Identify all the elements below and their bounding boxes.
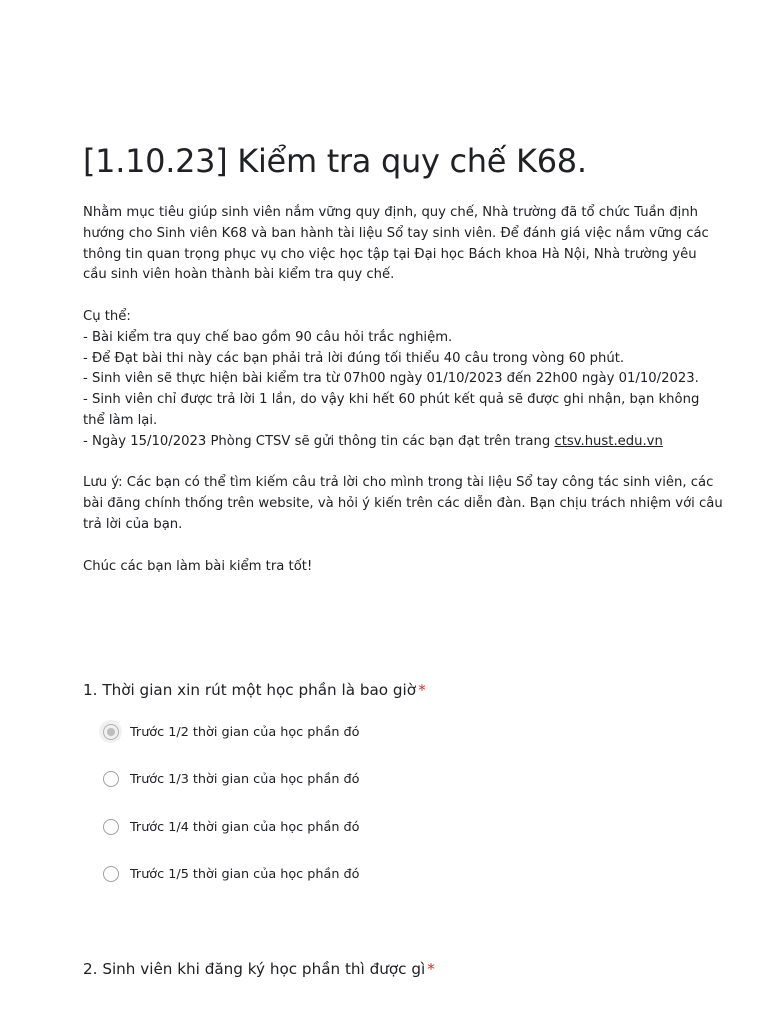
description-detail-5-text: - Ngày 15/10/2023 Phòng CTSV sẽ gửi thông tin các bạn đạt trên trang <box>83 433 555 449</box>
question-2-text: 2. Sinh viên khi đăng ký học phần thì được gì <box>83 960 426 978</box>
question-1-option-4[interactable] <box>103 863 360 885</box>
description-detail-1: - Bài kiểm tra quy chế bao gồm 90 câu hỏi trắc nghiệm. <box>83 329 453 345</box>
question-1-text: 1. Thời gian xin rút một học phần là bao giờ <box>83 681 417 699</box>
radio-button[interactable] <box>103 771 119 787</box>
required-mark: * <box>427 960 435 978</box>
radio-button[interactable] <box>103 866 119 882</box>
description-closing: Chúc các bạn làm bài kiểm tra tốt! <box>83 558 313 574</box>
ctsv-link[interactable]: ctsv.hust.edu.vn <box>554 433 663 449</box>
description-detail-4: - Sinh viên chỉ được trả lời 1 lần, do vậy khi hết 60 phút kết quả sẽ được ghi nhận, bạn không thể làm lại. <box>83 392 700 428</box>
radio-button[interactable] <box>103 819 119 835</box>
option-label: Trước 1/3 thời gian của học phần đó <box>130 771 360 787</box>
option-label: Trước 1/2 thời gian của học phần đó <box>130 724 360 740</box>
form-title: [1.10.23] Kiểm tra quy chế K68. <box>83 142 587 180</box>
description-intro: Nhằm mục tiêu giúp sinh viên nắm vững quy định, quy chế, Nhà trường đã tổ chức Tuần định hướng cho Sinh viên K68 và ban hành tài liệu Sổ tay sinh viên. Để đánh giá việc nắm vững các thông tin quan trọng phục vụ cho việc học tập tại Đại học Bách khoa Hà Nội, Nhà trường yêu cầu sinh viên hoàn thành bài kiểm tra quy chế. <box>83 205 709 283</box>
question-2-title <box>83 958 723 980</box>
question-1-title <box>83 679 723 701</box>
question-1-option-3[interactable] <box>103 816 360 838</box>
description-details-heading: Cụ thể: <box>83 308 131 324</box>
description-detail-5 <box>83 432 723 453</box>
description-detail-3: - Sinh viên sẽ thực hiện bài kiểm tra từ 07h00 ngày 01/10/2023 đến 22h00 ngày 01/10/2023. <box>83 371 699 387</box>
question-1-option-1[interactable] <box>103 721 360 743</box>
question-1-option-2[interactable] <box>103 768 360 790</box>
question-1 <box>83 679 723 701</box>
required-mark: * <box>418 681 426 699</box>
question-2 <box>83 958 723 980</box>
option-label: Trước 1/5 thời gian của học phần đó <box>130 866 360 882</box>
radio-button-selected[interactable] <box>103 724 119 740</box>
description-detail-2: - Để Đạt bài thi này các bạn phải trả lời đúng tối thiểu 40 câu trong vòng 60 phút. <box>83 350 625 366</box>
form-description <box>83 203 723 577</box>
description-note: Lưu ý: Các bạn có thể tìm kiếm câu trả lời cho mình trong tài liệu Sổ tay công tác sinh viên, các bài đăng chính thống trên website, và hỏi ý kiến trên các diễn đàn. Bạn chịu trách nhiệm với câu trả lời của bạn. <box>83 475 723 532</box>
option-label: Trước 1/4 thời gian của học phần đó <box>130 819 360 835</box>
